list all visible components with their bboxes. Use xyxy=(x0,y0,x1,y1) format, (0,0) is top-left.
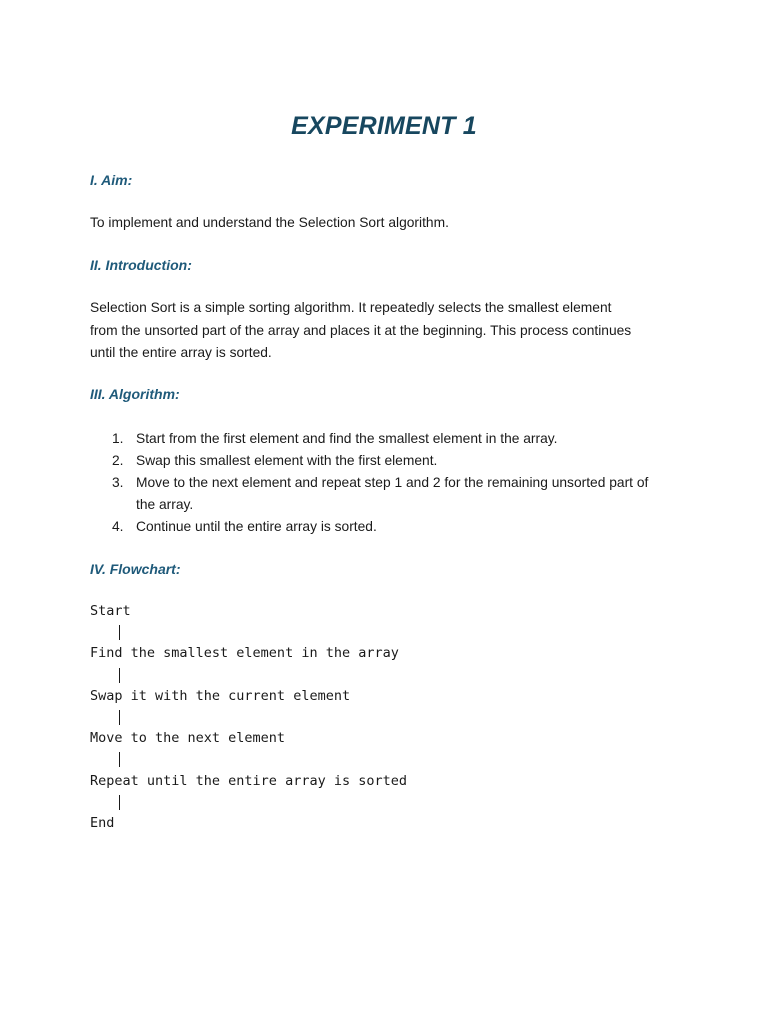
flowchart-heading: IV. Flowchart: xyxy=(90,561,181,577)
introduction-line-3: until the entire array is sorted. xyxy=(90,345,272,360)
flowchart-connector xyxy=(119,665,407,686)
aim-heading: I. Aim: xyxy=(90,172,133,188)
step-number: 3. xyxy=(112,475,124,490)
step-text: Continue until the entire array is sorted. xyxy=(136,519,377,534)
step-number: 1. xyxy=(112,431,124,446)
flowchart xyxy=(90,601,407,834)
flowchart-step-start: Start xyxy=(90,603,131,619)
flowchart-connector xyxy=(119,749,407,770)
algorithm-step xyxy=(90,428,690,450)
introduction-line-1: Selection Sort is a simple sorting algorithm. It repeatedly selects the smallest element xyxy=(90,300,612,315)
document-title: EXPERIMENT 1 xyxy=(291,112,477,140)
algorithm-heading: III. Algorithm: xyxy=(90,386,180,402)
algorithm-step xyxy=(90,450,690,472)
algorithm-step xyxy=(90,472,690,516)
connector-line xyxy=(119,710,120,725)
introduction-line-2: from the unsorted part of the array and places it at the beginning. This process continues xyxy=(90,322,632,338)
connector-line xyxy=(119,795,120,810)
connector-line xyxy=(119,752,120,767)
step-text-continued: the array. xyxy=(136,497,194,512)
introduction-text xyxy=(90,297,690,365)
flowchart-step-swap: Swap it with the current element xyxy=(90,687,351,704)
step-text: Start from the first element and find the smallest element in the array. xyxy=(136,431,558,446)
aim-text xyxy=(90,212,690,235)
flowchart-connector xyxy=(119,792,407,813)
introduction-heading: II. Introduction: xyxy=(90,257,192,273)
flowchart-step-move: Move to the next element xyxy=(90,730,286,747)
flowchart-connector xyxy=(119,707,407,728)
step-text: Move to the next element and repeat step 1 and 2 for the remaining unsorted part of xyxy=(136,475,649,490)
flowchart-step-end: End xyxy=(90,814,115,831)
connector-line xyxy=(119,625,120,640)
step-number: 4. xyxy=(112,519,124,534)
flowchart-step-find: Find the smallest element in the array xyxy=(90,645,399,662)
step-text: Swap this smallest element with the first element. xyxy=(136,453,438,468)
flowchart-connector xyxy=(119,622,407,643)
algorithm-steps-list xyxy=(90,428,690,538)
step-number: 2. xyxy=(112,453,124,468)
aim-text-line: To implement and understand the Selection Sort algorithm. xyxy=(90,215,449,230)
flowchart-step-repeat: Repeat until the entire array is sorted xyxy=(90,772,407,789)
connector-line xyxy=(119,668,120,683)
algorithm-step xyxy=(90,516,690,538)
